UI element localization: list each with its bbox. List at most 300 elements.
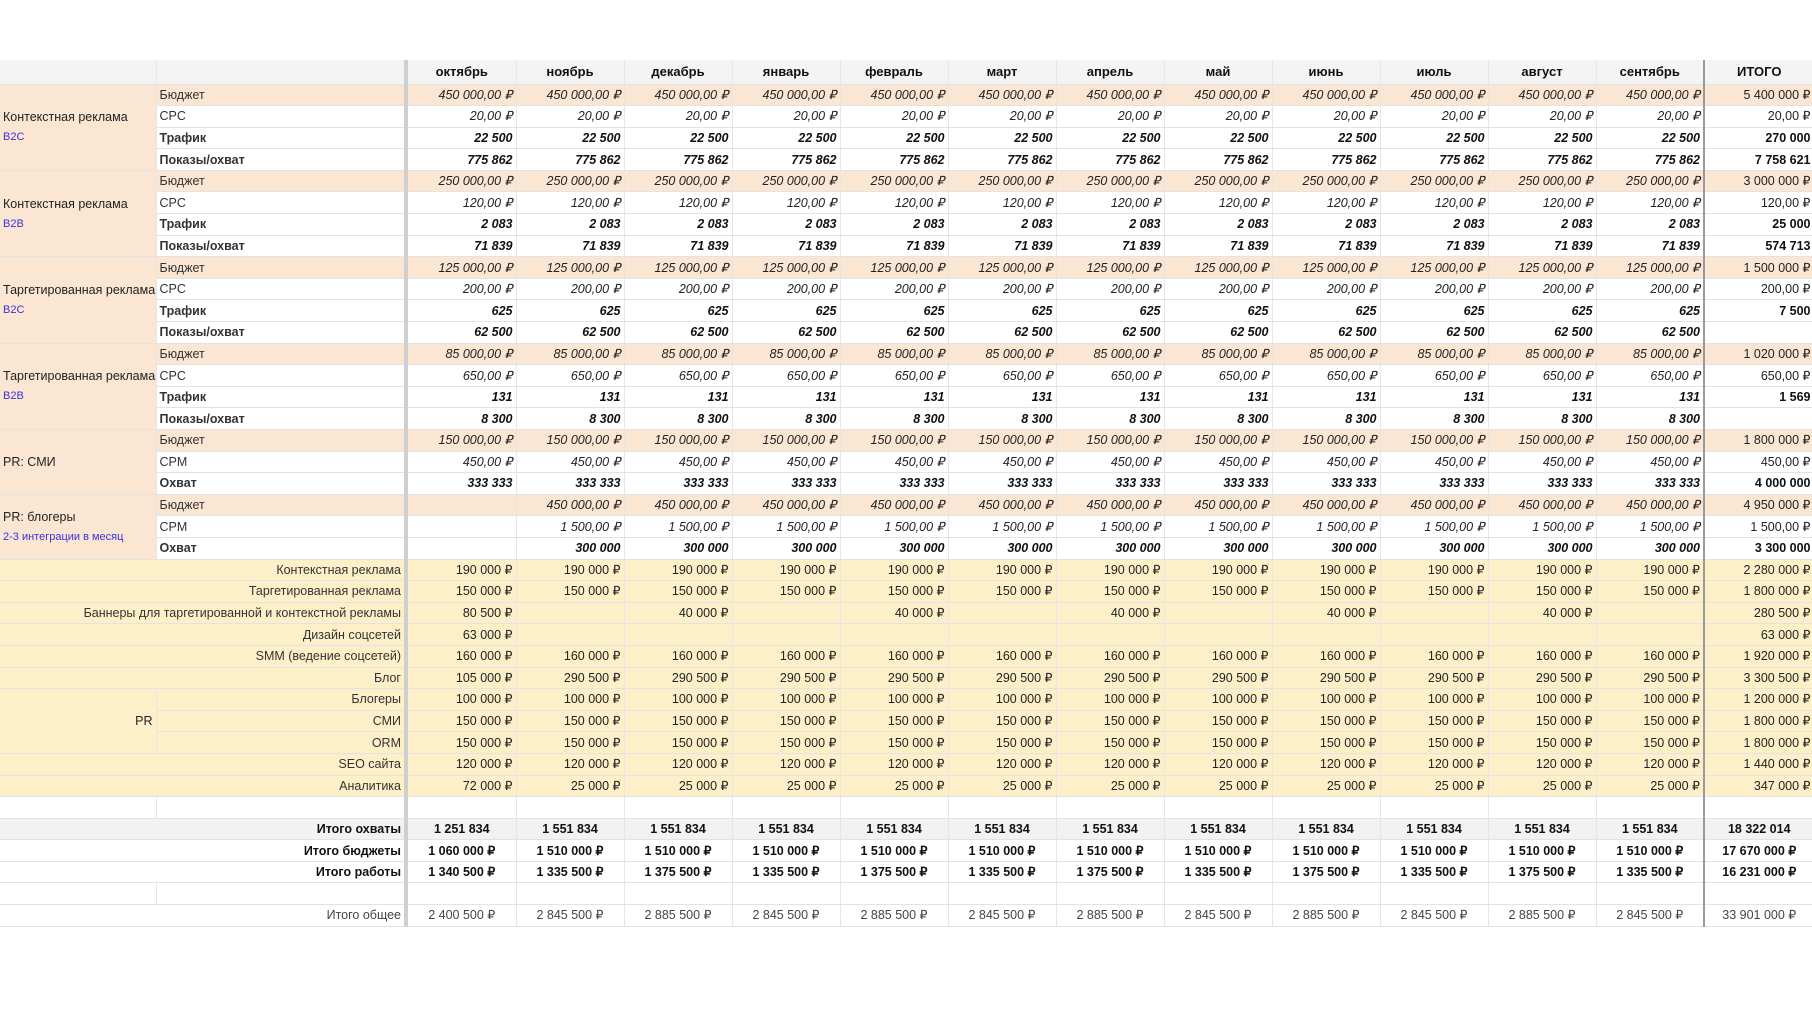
value-cell[interactable]: 2 885 500 ₽ (1488, 905, 1596, 927)
value-cell[interactable]: 625 (732, 300, 840, 322)
value-cell[interactable]: 120 000 ₽ (624, 753, 732, 775)
value-cell[interactable]: 1 500,00 ₽ (948, 516, 1056, 538)
value-cell[interactable]: 100 000 ₽ (624, 689, 732, 711)
value-cell[interactable]: 1 510 000 ₽ (732, 840, 840, 862)
value-cell[interactable]: 120 000 ₽ (1056, 753, 1164, 775)
metric-label[interactable]: Охват (156, 537, 406, 559)
value-cell[interactable]: 120,00 ₽ (732, 192, 840, 214)
empty-cell[interactable] (948, 797, 1056, 819)
value-cell[interactable]: 290 500 ₽ (1056, 667, 1164, 689)
value-cell[interactable]: 450 000,00 ₽ (1380, 84, 1488, 106)
value-cell[interactable]: 200,00 ₽ (1056, 278, 1164, 300)
value-cell[interactable]: 22 500 (948, 127, 1056, 149)
value-cell[interactable]: 8 300 (1056, 408, 1164, 430)
value-cell[interactable]: 1 510 000 ₽ (948, 840, 1056, 862)
value-cell[interactable]: 160 000 ₽ (1596, 645, 1704, 667)
value-cell[interactable]: 150 000,00 ₽ (516, 430, 624, 452)
total-cell[interactable]: 7 500 (1704, 300, 1812, 322)
value-cell[interactable]: 22 500 (406, 127, 516, 149)
value-cell[interactable]: 160 000 ₽ (516, 645, 624, 667)
value-cell[interactable]: 71 839 (624, 235, 732, 257)
value-cell[interactable]: 40 000 ₽ (1056, 602, 1164, 624)
value-cell[interactable]: 190 000 ₽ (1272, 559, 1380, 581)
value-cell[interactable]: 150 000 ₽ (624, 581, 732, 603)
value-cell[interactable]: 25 000 ₽ (1380, 775, 1488, 797)
value-cell[interactable]: 250 000,00 ₽ (732, 170, 840, 192)
value-cell[interactable]: 150 000,00 ₽ (1164, 430, 1272, 452)
metric-label[interactable]: Охват (156, 473, 406, 495)
value-cell[interactable]: 290 500 ₽ (516, 667, 624, 689)
value-cell[interactable]: 22 500 (1596, 127, 1704, 149)
value-cell[interactable]: 131 (948, 386, 1056, 408)
value-cell[interactable]: 1 500,00 ₽ (1164, 516, 1272, 538)
value-cell[interactable]: 450,00 ₽ (732, 451, 840, 473)
value-cell[interactable]: 250 000,00 ₽ (948, 170, 1056, 192)
value-cell[interactable]: 62 500 (624, 322, 732, 344)
value-cell[interactable]: 25 000 ₽ (1164, 775, 1272, 797)
value-cell[interactable]: 25 000 ₽ (732, 775, 840, 797)
value-cell[interactable]: 150 000 ₽ (1488, 581, 1596, 603)
value-cell[interactable]: 625 (1056, 300, 1164, 322)
value-cell[interactable]: 25 000 ₽ (948, 775, 1056, 797)
month-header[interactable]: сентябрь (1596, 60, 1704, 84)
value-cell[interactable]: 190 000 ₽ (1380, 559, 1488, 581)
value-cell[interactable]: 85 000,00 ₽ (1488, 343, 1596, 365)
value-cell[interactable]: 100 000 ₽ (1056, 689, 1164, 711)
metric-label[interactable]: Показы/охват (156, 322, 406, 344)
channel-group-label[interactable] (0, 170, 156, 256)
value-cell[interactable]: 120 000 ₽ (1596, 753, 1704, 775)
value-cell[interactable]: 450 000,00 ₽ (840, 494, 948, 516)
value-cell[interactable]: 71 839 (732, 235, 840, 257)
value-cell[interactable]: 2 083 (624, 214, 732, 236)
value-cell[interactable]: 62 500 (948, 322, 1056, 344)
value-cell[interactable]: 1 251 834 (406, 818, 516, 840)
total-cell[interactable]: 270 000 (1704, 127, 1812, 149)
value-cell[interactable]: 1 375 500 ₽ (840, 861, 948, 883)
value-cell[interactable]: 120,00 ₽ (1164, 192, 1272, 214)
value-cell[interactable]: 20,00 ₽ (1164, 106, 1272, 128)
value-cell[interactable]: 1 500,00 ₽ (1272, 516, 1380, 538)
value-cell[interactable]: 150 000,00 ₽ (1272, 430, 1380, 452)
value-cell[interactable]: 100 000 ₽ (1488, 689, 1596, 711)
value-cell[interactable]: 250 000,00 ₽ (516, 170, 624, 192)
value-cell[interactable]: 100 000 ₽ (1596, 689, 1704, 711)
value-cell[interactable]: 1 510 000 ₽ (1164, 840, 1272, 862)
metric-label[interactable]: Бюджет (156, 343, 406, 365)
value-cell[interactable]: 125 000,00 ₽ (1488, 257, 1596, 279)
value-cell[interactable]: 20,00 ₽ (732, 106, 840, 128)
value-cell[interactable]: 120 000 ₽ (840, 753, 948, 775)
work-label[interactable]: Баннеры для таргетированной и контекстной рекламы (0, 602, 406, 624)
value-cell[interactable]: 71 839 (1380, 235, 1488, 257)
value-cell[interactable]: 650,00 ₽ (948, 365, 1056, 387)
total-cell[interactable]: 574 713 (1704, 235, 1812, 257)
value-cell[interactable]: 120,00 ₽ (624, 192, 732, 214)
value-cell[interactable]: 150 000 ₽ (1164, 732, 1272, 754)
value-cell[interactable]: 120,00 ₽ (1056, 192, 1164, 214)
total-cell[interactable]: 20,00 ₽ (1704, 106, 1812, 128)
value-cell[interactable]: 120 000 ₽ (406, 753, 516, 775)
value-cell[interactable]: 25 000 ₽ (516, 775, 624, 797)
value-cell[interactable]: 8 300 (948, 408, 1056, 430)
value-cell[interactable]: 71 839 (1272, 235, 1380, 257)
value-cell[interactable]: 775 862 (840, 149, 948, 171)
metric-label[interactable]: Бюджет (156, 84, 406, 106)
value-cell[interactable]: 150 000 ₽ (1272, 732, 1380, 754)
value-cell[interactable]: 333 333 (1056, 473, 1164, 495)
value-cell[interactable]: 85 000,00 ₽ (624, 343, 732, 365)
value-cell[interactable]: 190 000 ₽ (732, 559, 840, 581)
value-cell[interactable]: 1 335 500 ₽ (948, 861, 1056, 883)
value-cell[interactable]: 2 845 500 ₽ (1380, 905, 1488, 927)
empty-cell[interactable] (516, 883, 624, 905)
value-cell[interactable]: 250 000,00 ₽ (1380, 170, 1488, 192)
value-cell[interactable]: 290 500 ₽ (1380, 667, 1488, 689)
value-cell[interactable]: 450 000,00 ₽ (1488, 84, 1596, 106)
value-cell[interactable]: 650,00 ₽ (1488, 365, 1596, 387)
value-cell[interactable]: 120,00 ₽ (840, 192, 948, 214)
value-cell[interactable]: 1 335 500 ₽ (1380, 861, 1488, 883)
value-cell[interactable]: 120,00 ₽ (1380, 192, 1488, 214)
total-cell[interactable]: 1 440 000 ₽ (1704, 753, 1812, 775)
value-cell[interactable]: 150 000,00 ₽ (1488, 430, 1596, 452)
value-cell[interactable] (840, 624, 948, 646)
value-cell[interactable]: 2 885 500 ₽ (840, 905, 948, 927)
empty-cell[interactable] (1272, 797, 1380, 819)
value-cell[interactable]: 625 (1272, 300, 1380, 322)
value-cell[interactable]: 72 000 ₽ (406, 775, 516, 797)
total-cell[interactable]: 2 280 000 ₽ (1704, 559, 1812, 581)
empty-cell[interactable] (0, 797, 156, 819)
total-cell[interactable]: 1 569 (1704, 386, 1812, 408)
value-cell[interactable]: 160 000 ₽ (1272, 645, 1380, 667)
value-cell[interactable]: 2 083 (516, 214, 624, 236)
value-cell[interactable]: 62 500 (1380, 322, 1488, 344)
value-cell[interactable]: 200,00 ₽ (1380, 278, 1488, 300)
value-cell[interactable]: 150 000,00 ₽ (840, 430, 948, 452)
value-cell[interactable]: 120 000 ₽ (1488, 753, 1596, 775)
value-cell[interactable]: 100 000 ₽ (406, 689, 516, 711)
total-cell[interactable]: 1 500,00 ₽ (1704, 516, 1812, 538)
value-cell[interactable]: 650,00 ₽ (1272, 365, 1380, 387)
value-cell[interactable]: 290 500 ₽ (624, 667, 732, 689)
value-cell[interactable]: 450 000,00 ₽ (1272, 84, 1380, 106)
value-cell[interactable]: 450,00 ₽ (1380, 451, 1488, 473)
total-cell[interactable]: 3 300 500 ₽ (1704, 667, 1812, 689)
value-cell[interactable]: 120 000 ₽ (1164, 753, 1272, 775)
value-cell[interactable]: 71 839 (1056, 235, 1164, 257)
value-cell[interactable]: 8 300 (840, 408, 948, 430)
value-cell[interactable]: 2 083 (1488, 214, 1596, 236)
value-cell[interactable]: 775 862 (406, 149, 516, 171)
value-cell[interactable] (1164, 602, 1272, 624)
value-cell[interactable]: 80 500 ₽ (406, 602, 516, 624)
value-cell[interactable]: 450,00 ₽ (1272, 451, 1380, 473)
metric-label[interactable]: CPC (156, 106, 406, 128)
value-cell[interactable]: 1 335 500 ₽ (516, 861, 624, 883)
empty-cell[interactable] (406, 883, 516, 905)
value-cell[interactable]: 22 500 (840, 127, 948, 149)
value-cell[interactable]: 450 000,00 ₽ (1164, 494, 1272, 516)
value-cell[interactable]: 150 000 ₽ (1380, 710, 1488, 732)
value-cell[interactable]: 22 500 (1380, 127, 1488, 149)
value-cell[interactable]: 150 000 ₽ (406, 710, 516, 732)
value-cell[interactable]: 1 551 834 (516, 818, 624, 840)
value-cell[interactable]: 775 862 (732, 149, 840, 171)
value-cell[interactable]: 333 333 (948, 473, 1056, 495)
value-cell[interactable]: 125 000,00 ₽ (948, 257, 1056, 279)
value-cell[interactable]: 775 862 (1488, 149, 1596, 171)
value-cell[interactable]: 1 375 500 ₽ (1488, 861, 1596, 883)
value-cell[interactable]: 100 000 ₽ (516, 689, 624, 711)
value-cell[interactable]: 333 333 (1596, 473, 1704, 495)
value-cell[interactable]: 250 000,00 ₽ (624, 170, 732, 192)
value-cell[interactable]: 190 000 ₽ (624, 559, 732, 581)
value-cell[interactable]: 450 000,00 ₽ (732, 84, 840, 106)
value-cell[interactable]: 1 335 500 ₽ (1164, 861, 1272, 883)
value-cell[interactable]: 131 (1596, 386, 1704, 408)
value-cell[interactable]: 1 375 500 ₽ (1272, 861, 1380, 883)
metric-label[interactable]: CPM (156, 516, 406, 538)
empty-cell[interactable] (624, 883, 732, 905)
value-cell[interactable]: 8 300 (1596, 408, 1704, 430)
value-cell[interactable]: 63 000 ₽ (406, 624, 516, 646)
value-cell[interactable]: 150 000,00 ₽ (406, 430, 516, 452)
value-cell[interactable]: 150 000 ₽ (406, 581, 516, 603)
value-cell[interactable]: 2 083 (732, 214, 840, 236)
summary-label[interactable]: Итого охваты (0, 818, 406, 840)
value-cell[interactable]: 1 375 500 ₽ (1056, 861, 1164, 883)
value-cell[interactable]: 150 000 ₽ (840, 732, 948, 754)
value-cell[interactable]: 300 000 (732, 537, 840, 559)
total-cell[interactable]: 347 000 ₽ (1704, 775, 1812, 797)
value-cell[interactable]: 131 (624, 386, 732, 408)
value-cell[interactable]: 450 000,00 ₽ (948, 84, 1056, 106)
value-cell[interactable]: 450 000,00 ₽ (1272, 494, 1380, 516)
empty-cell[interactable] (1056, 797, 1164, 819)
value-cell[interactable]: 450 000,00 ₽ (1164, 84, 1272, 106)
month-header[interactable]: май (1164, 60, 1272, 84)
value-cell[interactable]: 120,00 ₽ (406, 192, 516, 214)
value-cell[interactable]: 200,00 ₽ (840, 278, 948, 300)
total-cell[interactable]: 280 500 ₽ (1704, 602, 1812, 624)
channel-group-label[interactable] (0, 84, 156, 170)
value-cell[interactable]: 160 000 ₽ (624, 645, 732, 667)
empty-cell[interactable] (156, 883, 406, 905)
value-cell[interactable]: 333 333 (1164, 473, 1272, 495)
value-cell[interactable]: 2 083 (1164, 214, 1272, 236)
value-cell[interactable]: 200,00 ₽ (1488, 278, 1596, 300)
value-cell[interactable]: 22 500 (1272, 127, 1380, 149)
total-cell[interactable]: 1 800 000 ₽ (1704, 430, 1812, 452)
value-cell[interactable]: 160 000 ₽ (1488, 645, 1596, 667)
total-cell[interactable]: 7 758 621 (1704, 149, 1812, 171)
value-cell[interactable]: 1 510 000 ₽ (1488, 840, 1596, 862)
metric-label[interactable]: Показы/охват (156, 149, 406, 171)
value-cell[interactable]: 1 500,00 ₽ (840, 516, 948, 538)
value-cell[interactable]: 22 500 (1056, 127, 1164, 149)
work-label[interactable]: Таргетированная реклама (0, 581, 406, 603)
total-cell[interactable]: 4 950 000 ₽ (1704, 494, 1812, 516)
value-cell[interactable]: 625 (1164, 300, 1272, 322)
value-cell[interactable]: 190 000 ₽ (1056, 559, 1164, 581)
total-cell[interactable]: 25 000 (1704, 214, 1812, 236)
value-cell[interactable]: 85 000,00 ₽ (948, 343, 1056, 365)
value-cell[interactable] (1164, 624, 1272, 646)
value-cell[interactable]: 62 500 (1272, 322, 1380, 344)
value-cell[interactable]: 125 000,00 ₽ (516, 257, 624, 279)
value-cell[interactable]: 1 551 834 (1056, 818, 1164, 840)
empty-cell[interactable] (0, 883, 156, 905)
value-cell[interactable]: 450,00 ₽ (948, 451, 1056, 473)
work-label[interactable]: ORM (156, 732, 406, 754)
value-cell[interactable]: 120,00 ₽ (1488, 192, 1596, 214)
corner-cell[interactable] (0, 60, 156, 84)
value-cell[interactable]: 300 000 (1596, 537, 1704, 559)
value-cell[interactable]: 190 000 ₽ (1488, 559, 1596, 581)
value-cell[interactable]: 1 551 834 (1380, 818, 1488, 840)
total-cell[interactable]: 33 901 000 ₽ (1704, 905, 1812, 927)
value-cell[interactable]: 40 000 ₽ (840, 602, 948, 624)
metric-label[interactable]: CPC (156, 192, 406, 214)
value-cell[interactable]: 120 000 ₽ (516, 753, 624, 775)
channel-group-label[interactable] (0, 343, 156, 429)
value-cell[interactable]: 150 000 ₽ (948, 581, 1056, 603)
value-cell[interactable]: 625 (1488, 300, 1596, 322)
value-cell[interactable]: 125 000,00 ₽ (1164, 257, 1272, 279)
corner-cell[interactable] (156, 60, 406, 84)
value-cell[interactable] (1380, 602, 1488, 624)
empty-cell[interactable] (624, 797, 732, 819)
empty-cell[interactable] (1164, 883, 1272, 905)
value-cell[interactable]: 120 000 ₽ (1272, 753, 1380, 775)
value-cell[interactable]: 450 000,00 ₽ (1380, 494, 1488, 516)
value-cell[interactable]: 650,00 ₽ (1596, 365, 1704, 387)
value-cell[interactable] (406, 537, 516, 559)
value-cell[interactable]: 290 500 ₽ (1596, 667, 1704, 689)
value-cell[interactable] (1272, 624, 1380, 646)
value-cell[interactable]: 1 500,00 ₽ (1596, 516, 1704, 538)
metric-label[interactable]: Трафик (156, 214, 406, 236)
value-cell[interactable]: 150 000,00 ₽ (948, 430, 1056, 452)
value-cell[interactable]: 2 845 500 ₽ (1164, 905, 1272, 927)
value-cell[interactable]: 200,00 ₽ (1272, 278, 1380, 300)
value-cell[interactable]: 450 000,00 ₽ (1056, 494, 1164, 516)
value-cell[interactable]: 200,00 ₽ (1596, 278, 1704, 300)
value-cell[interactable]: 100 000 ₽ (1380, 689, 1488, 711)
value-cell[interactable]: 71 839 (948, 235, 1056, 257)
value-cell[interactable]: 333 333 (840, 473, 948, 495)
value-cell[interactable]: 85 000,00 ₽ (1056, 343, 1164, 365)
value-cell[interactable]: 150 000,00 ₽ (1596, 430, 1704, 452)
value-cell[interactable]: 160 000 ₽ (1164, 645, 1272, 667)
value-cell[interactable]: 20,00 ₽ (1488, 106, 1596, 128)
value-cell[interactable]: 25 000 ₽ (624, 775, 732, 797)
value-cell[interactable]: 150 000 ₽ (1272, 710, 1380, 732)
value-cell[interactable]: 150 000,00 ₽ (624, 430, 732, 452)
work-label[interactable]: SEO сайта (0, 753, 406, 775)
value-cell[interactable]: 625 (1596, 300, 1704, 322)
value-cell[interactable]: 333 333 (624, 473, 732, 495)
value-cell[interactable]: 150 000 ₽ (840, 581, 948, 603)
value-cell[interactable]: 62 500 (1596, 322, 1704, 344)
value-cell[interactable]: 625 (840, 300, 948, 322)
value-cell[interactable]: 20,00 ₽ (1056, 106, 1164, 128)
value-cell[interactable]: 2 400 500 ₽ (406, 905, 516, 927)
value-cell[interactable]: 22 500 (624, 127, 732, 149)
value-cell[interactable]: 71 839 (840, 235, 948, 257)
value-cell[interactable]: 450 000,00 ₽ (1596, 494, 1704, 516)
total-cell[interactable]: 4 000 000 (1704, 473, 1812, 495)
value-cell[interactable]: 200,00 ₽ (516, 278, 624, 300)
value-cell[interactable]: 1 510 000 ₽ (1380, 840, 1488, 862)
value-cell[interactable]: 190 000 ₽ (1164, 559, 1272, 581)
total-cell[interactable]: 1 920 000 ₽ (1704, 645, 1812, 667)
value-cell[interactable]: 25 000 ₽ (1596, 775, 1704, 797)
value-cell[interactable]: 71 839 (516, 235, 624, 257)
value-cell[interactable]: 150 000 ₽ (948, 732, 1056, 754)
metric-label[interactable]: CPC (156, 365, 406, 387)
value-cell[interactable]: 190 000 ₽ (948, 559, 1056, 581)
total-cell[interactable]: 63 000 ₽ (1704, 624, 1812, 646)
value-cell[interactable]: 300 000 (1164, 537, 1272, 559)
value-cell[interactable]: 1 335 500 ₽ (1596, 861, 1704, 883)
value-cell[interactable]: 190 000 ₽ (406, 559, 516, 581)
work-label[interactable]: SMM (ведение соцсетей) (0, 645, 406, 667)
value-cell[interactable]: 450,00 ₽ (406, 451, 516, 473)
value-cell[interactable]: 1 340 500 ₽ (406, 861, 516, 883)
value-cell[interactable]: 120 000 ₽ (948, 753, 1056, 775)
total-cell[interactable]: 1 800 000 ₽ (1704, 732, 1812, 754)
value-cell[interactable]: 20,00 ₽ (406, 106, 516, 128)
value-cell[interactable]: 333 333 (732, 473, 840, 495)
value-cell[interactable]: 62 500 (516, 322, 624, 344)
value-cell[interactable]: 1 500,00 ₽ (732, 516, 840, 538)
value-cell[interactable]: 1 335 500 ₽ (732, 861, 840, 883)
value-cell[interactable]: 150 000 ₽ (1380, 581, 1488, 603)
value-cell[interactable]: 150 000,00 ₽ (1056, 430, 1164, 452)
empty-cell[interactable] (732, 797, 840, 819)
value-cell[interactable]: 20,00 ₽ (1596, 106, 1704, 128)
value-cell[interactable]: 250 000,00 ₽ (1272, 170, 1380, 192)
empty-cell[interactable] (1596, 797, 1704, 819)
empty-cell[interactable] (516, 797, 624, 819)
total-cell[interactable]: 1 500 000 ₽ (1704, 257, 1812, 279)
value-cell[interactable]: 2 083 (948, 214, 1056, 236)
total-cell[interactable] (1704, 408, 1812, 430)
value-cell[interactable]: 250 000,00 ₽ (1056, 170, 1164, 192)
value-cell[interactable]: 650,00 ₽ (406, 365, 516, 387)
total-cell[interactable]: 18 322 014 (1704, 818, 1812, 840)
value-cell[interactable]: 25 000 ₽ (1488, 775, 1596, 797)
value-cell[interactable]: 100 000 ₽ (840, 689, 948, 711)
value-cell[interactable]: 40 000 ₽ (624, 602, 732, 624)
value-cell[interactable]: 650,00 ₽ (1056, 365, 1164, 387)
value-cell[interactable]: 333 333 (1488, 473, 1596, 495)
value-cell[interactable]: 20,00 ₽ (840, 106, 948, 128)
value-cell[interactable]: 150 000,00 ₽ (732, 430, 840, 452)
value-cell[interactable]: 150 000 ₽ (1056, 732, 1164, 754)
value-cell[interactable]: 85 000,00 ₽ (406, 343, 516, 365)
value-cell[interactable]: 150 000 ₽ (840, 710, 948, 732)
value-cell[interactable]: 20,00 ₽ (1272, 106, 1380, 128)
value-cell[interactable]: 1 551 834 (732, 818, 840, 840)
value-cell[interactable]: 300 000 (516, 537, 624, 559)
value-cell[interactable]: 150 000 ₽ (624, 732, 732, 754)
value-cell[interactable]: 20,00 ₽ (516, 106, 624, 128)
metric-label[interactable]: Трафик (156, 127, 406, 149)
